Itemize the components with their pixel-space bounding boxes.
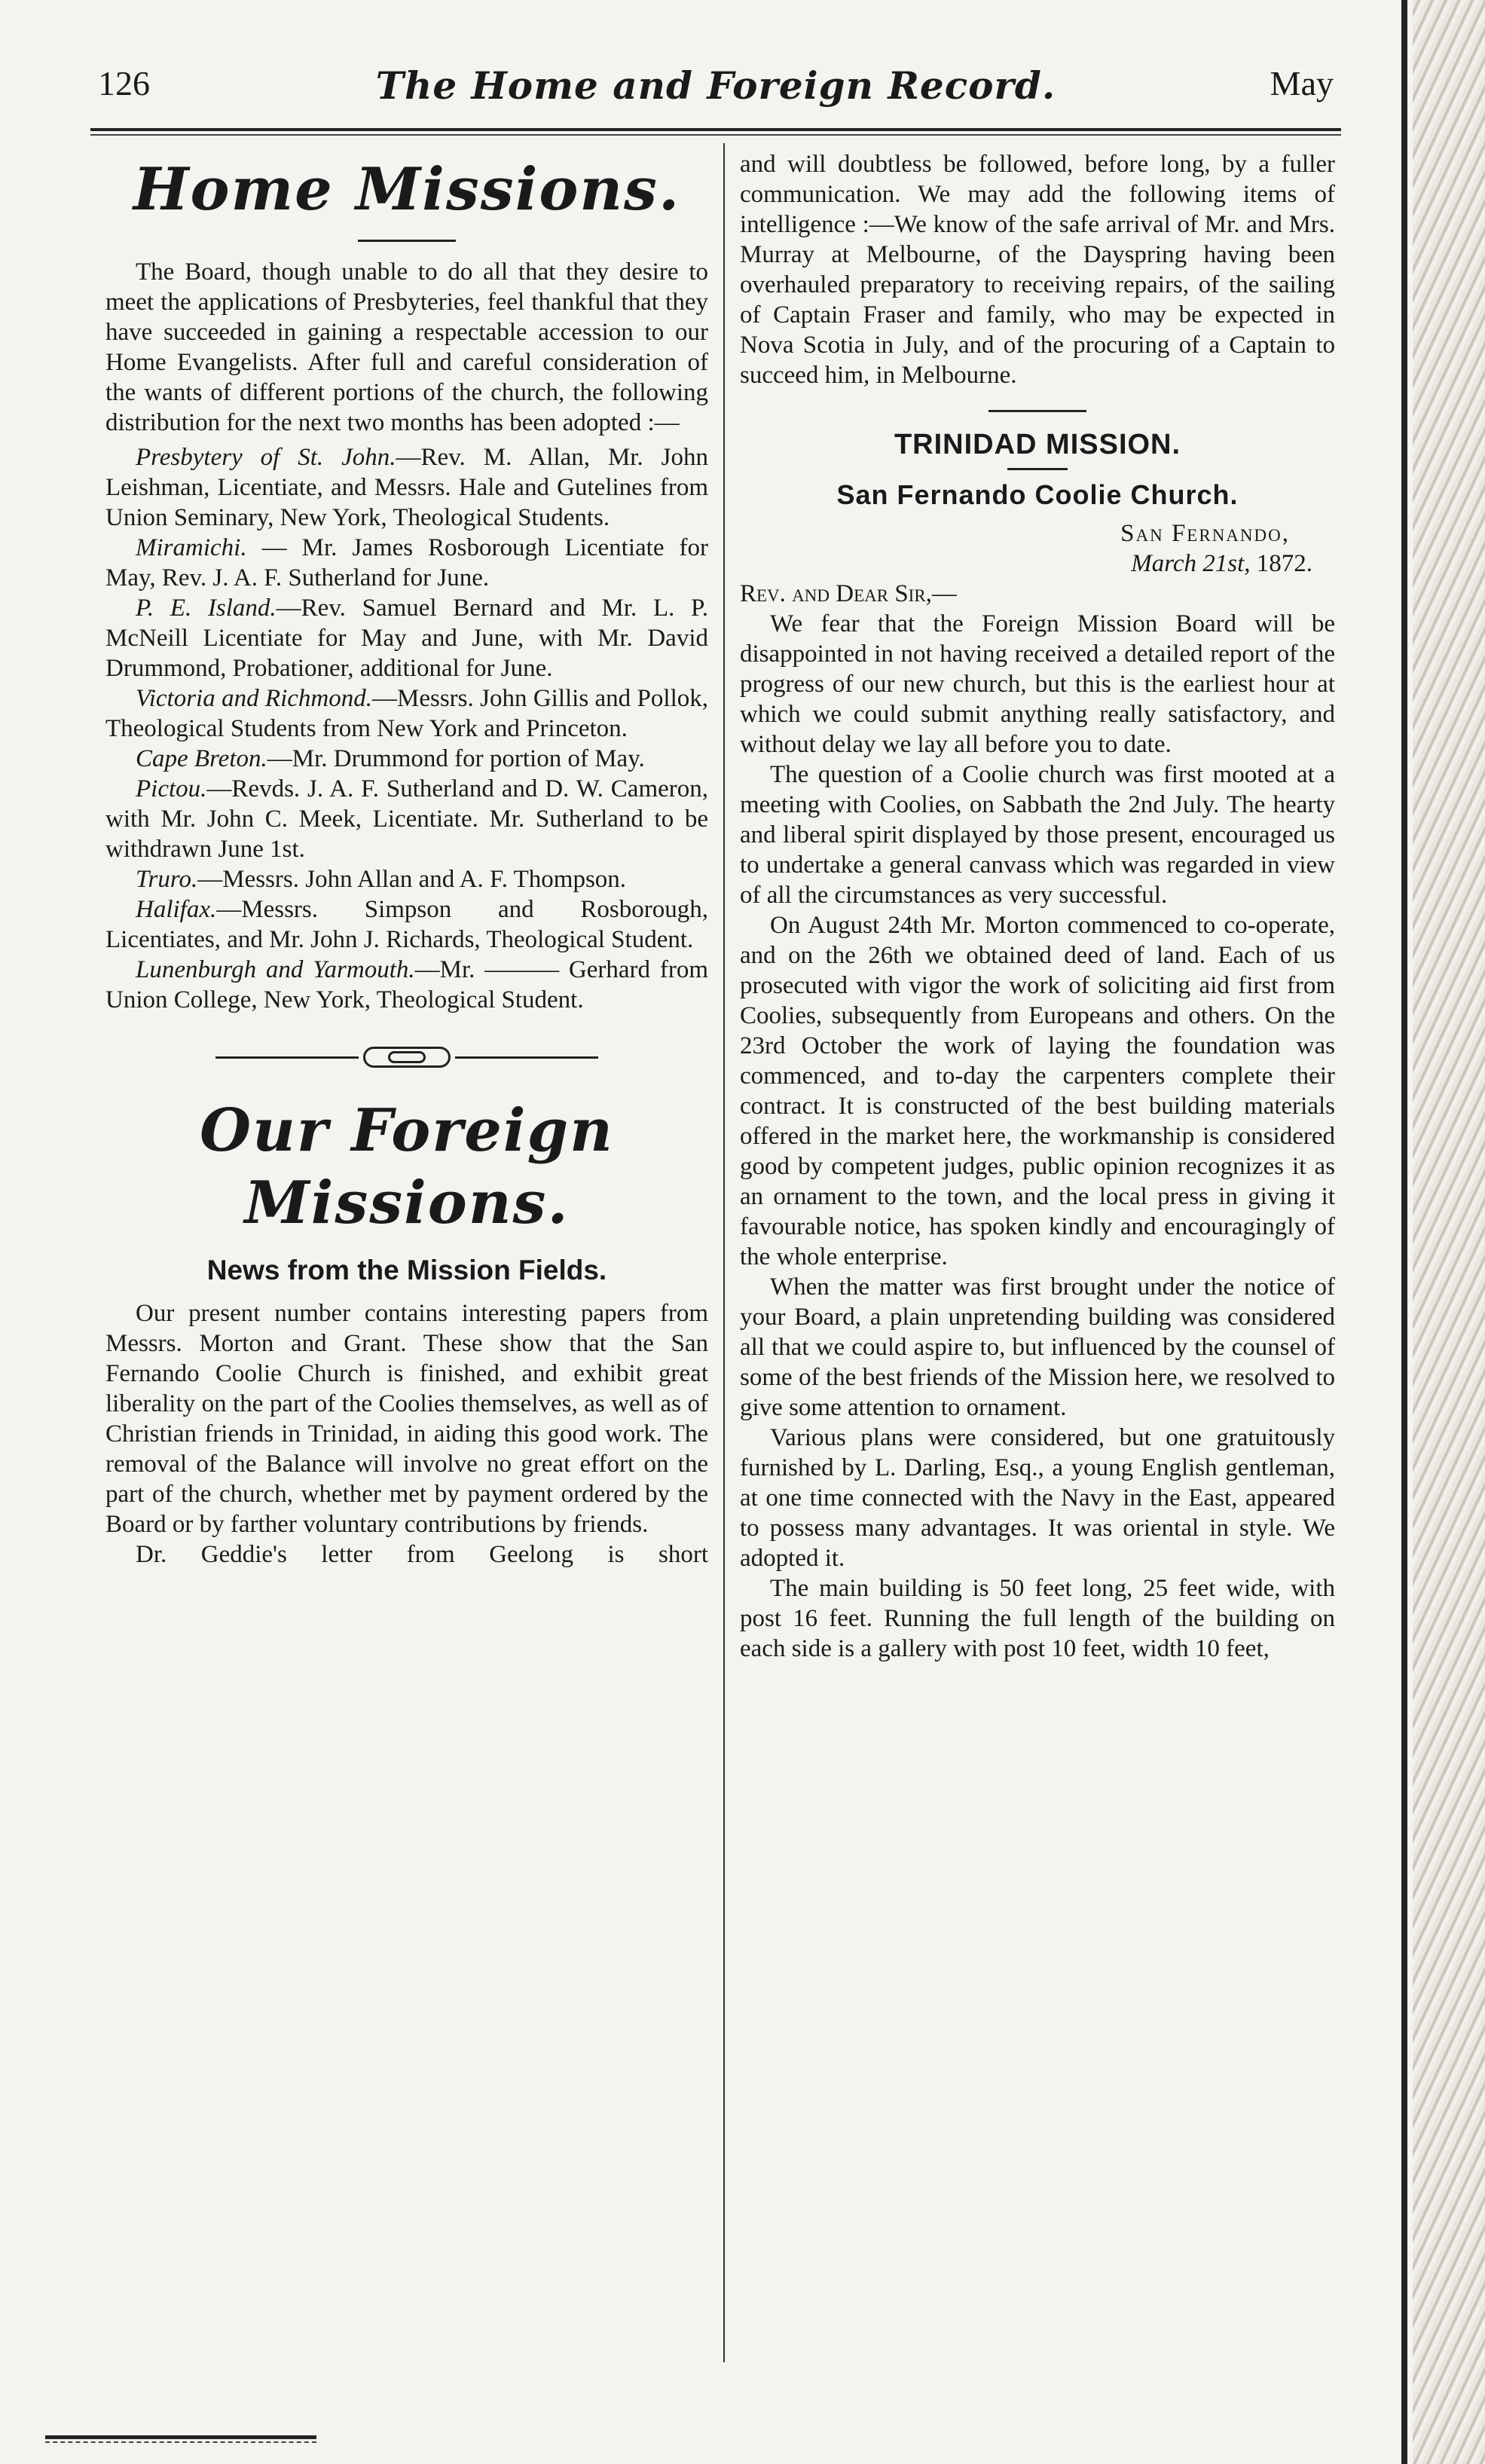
- appointment-entry: Lunenburgh and Yarmouth.—Mr. ——— Gerhard from Union College, New York, Theological Student.: [105, 956, 708, 1013]
- appointment-entry: Cape Breton.—Mr. Drummond for portion of May.: [136, 745, 645, 772]
- bottom-edge-rule: [45, 2435, 316, 2439]
- geddie-paragraph-start: Dr. Geddie's letter from Geelong is short: [136, 1541, 708, 1568]
- appointment-entry: P. E. Island.—Rev. Samuel Bernard and Mr. L. P. McNeill Licentiate for May and June, with Mr. David Drummond, Probationer, additional for June.: [105, 595, 709, 682]
- section-rule: [988, 410, 1086, 412]
- letter-paragraph: The question of a Coolie church was first mooted at a meeting with Coolies, on Sabbath the 2nd July. The hearty and liberal spirit displayed by those present, encouraged us to undertake a general canvass which was regarded in view of all the circumstances as very successful.: [740, 761, 1335, 909]
- appointment-entry: Halifax.—Messrs. Simpson and Rosborough, Licentiates, and Mr. John J. Richards, Theological Student.: [105, 896, 708, 953]
- letter-paragraph: When the matter was first brought under the notice of your Board, a plain unpretending building was considered all that we could aspire to, but influenced by the counsel of some of the best friends of the Mission here, we resolved to give some attention to ornament.: [740, 1273, 1335, 1421]
- foreign-news-paragraph: Our present number contains interesting papers from Messrs. Morton and Grant. These show that the San Fernando Coolie Church is finished, and exhibit great liberality on the part of the Coolies themselves, as well as of Christian friends in Trinidad, in aiding this good work. The removal of the Balance will involve no great effort on the part of the church, whether met by payment ordered by the Board or by farther voluntary contributions by friends.: [105, 1300, 708, 1538]
- journal-title: The Home and Foreign Record.: [375, 63, 1056, 108]
- header-rule-thin: [90, 134, 1341, 136]
- page-edge-line: [1401, 0, 1407, 2464]
- appointment-entry: Victoria and Richmond.—Messrs. John Gillis and Pollok, Theological Students from New York and Princeton.: [105, 685, 708, 742]
- trinidad-mission-heading: TRINIDAD MISSION.: [894, 429, 1181, 460]
- letter-paragraph: We fear that the Foreign Mission Board will be disappointed in not having received a detailed report of the progress of our new church, but this is the earliest hour at which we could submit anything really satisfactory, and without delay we lay all before you to date.: [740, 610, 1335, 758]
- appointment-entry: Pictou.—Revds. J. A. F. Sutherland and D. W. Cameron, with Mr. John C. Meek, Licentiate. Mr. Sutherland to be withdrawn June 1st.: [105, 775, 708, 863]
- bottom-edge-rule-dashed: [45, 2441, 316, 2443]
- running-header: [98, 63, 1334, 116]
- church-subheading: San Fernando Coolie Church.: [836, 479, 1239, 510]
- issue-month: May: [1270, 64, 1334, 102]
- appointment-list: [105, 442, 708, 1015]
- appointment-entry: Presbytery of St. John.—Rev. M. Allan, Mr. John Leishman, Licentiate, and Messrs. Hale and Gutelines from Union Seminary, New York, Theological Students.: [105, 444, 708, 531]
- letter-salutation: Rev. and Dear Sir,—: [740, 580, 957, 607]
- heading-rule: [1007, 468, 1068, 470]
- ornamental-divider: [105, 1042, 708, 1072]
- appointment-entry: Miramichi. — Mr. James Rosborough Licentiate for May, Rev. J. A. F. Sutherland for June.: [105, 534, 708, 592]
- foreign-missions-title: Our Foreign Missions.: [200, 1096, 614, 1237]
- page-edge-texture: [1413, 0, 1485, 2464]
- column-divider: [723, 143, 725, 2362]
- letter-place: San Fernando,: [1120, 520, 1290, 547]
- home-missions-intro: The Board, though unable to do all that they desire to meet the applications of Presbyteries, feel thankful that they have succeeded in gaining a respectable accession to our Home Evangelists. After full and careful consideration of the wants of different portions of the church, the following distribution for the next two months has been adopted :—: [105, 258, 708, 436]
- letter-paragraph: Various plans were considered, but one gratuitously furnished by L. Darling, Esq., a young English gentleman, at one time connected with the Navy in the East, appeared to possess many advantages. It was oriental in style. We adopted it.: [740, 1424, 1335, 1572]
- left-column: [105, 149, 708, 1570]
- appointment-entry: Truro.—Messrs. John Allan and A. F. Thompson.: [136, 866, 627, 893]
- page-number: 126: [98, 64, 150, 102]
- letter-paragraph: On August 24th Mr. Morton commenced to co-operate, and on the 26th we obtained deed of land. Each of us prosecuted with vigor the work of soliciting aid first from Coolies, subsequently from Europeans and others. On the 23rd October the work of laying the foundation was commenced, and to-day the carpenters complete their contract. It is constructed of the best building materials offered in the market here, the workmanship is considered good by competent judges, public opinion recognizes it as an ornament to the town, and the local press in giving it favourable notice, has spoken kindly and encouragingly of the whole enterprise.: [740, 912, 1335, 1270]
- title-rule: [358, 240, 456, 242]
- mission-fields-subhead: News from the Mission Fields.: [206, 1255, 607, 1285]
- right-column: [740, 149, 1335, 1664]
- letter-paragraph: The main building is 50 feet long, 25 feet wide, with post 16 feet. Running the full length of the building on each side is a gallery with post 10 feet, width 10 feet,: [740, 1575, 1335, 1662]
- home-missions-title: Home Missions.: [133, 155, 681, 224]
- header-rule: [90, 128, 1341, 131]
- geddie-paragraph-continued: and will doubtless be followed, before long, by a fuller communication. We may add the following items of intelligence :—We know of the safe arrival of Mr. and Mrs. Murray at Melbourne, of the Dayspring having been overhauled preparatory to receiving repairs, of the sailing of Captain Fraser and family, who may be expected in Nova Scotia in July, and of the procuring of a Captain to succeed him, in Melbourne.: [740, 151, 1335, 389]
- letter-date: March 21st, 1872.: [1131, 550, 1312, 577]
